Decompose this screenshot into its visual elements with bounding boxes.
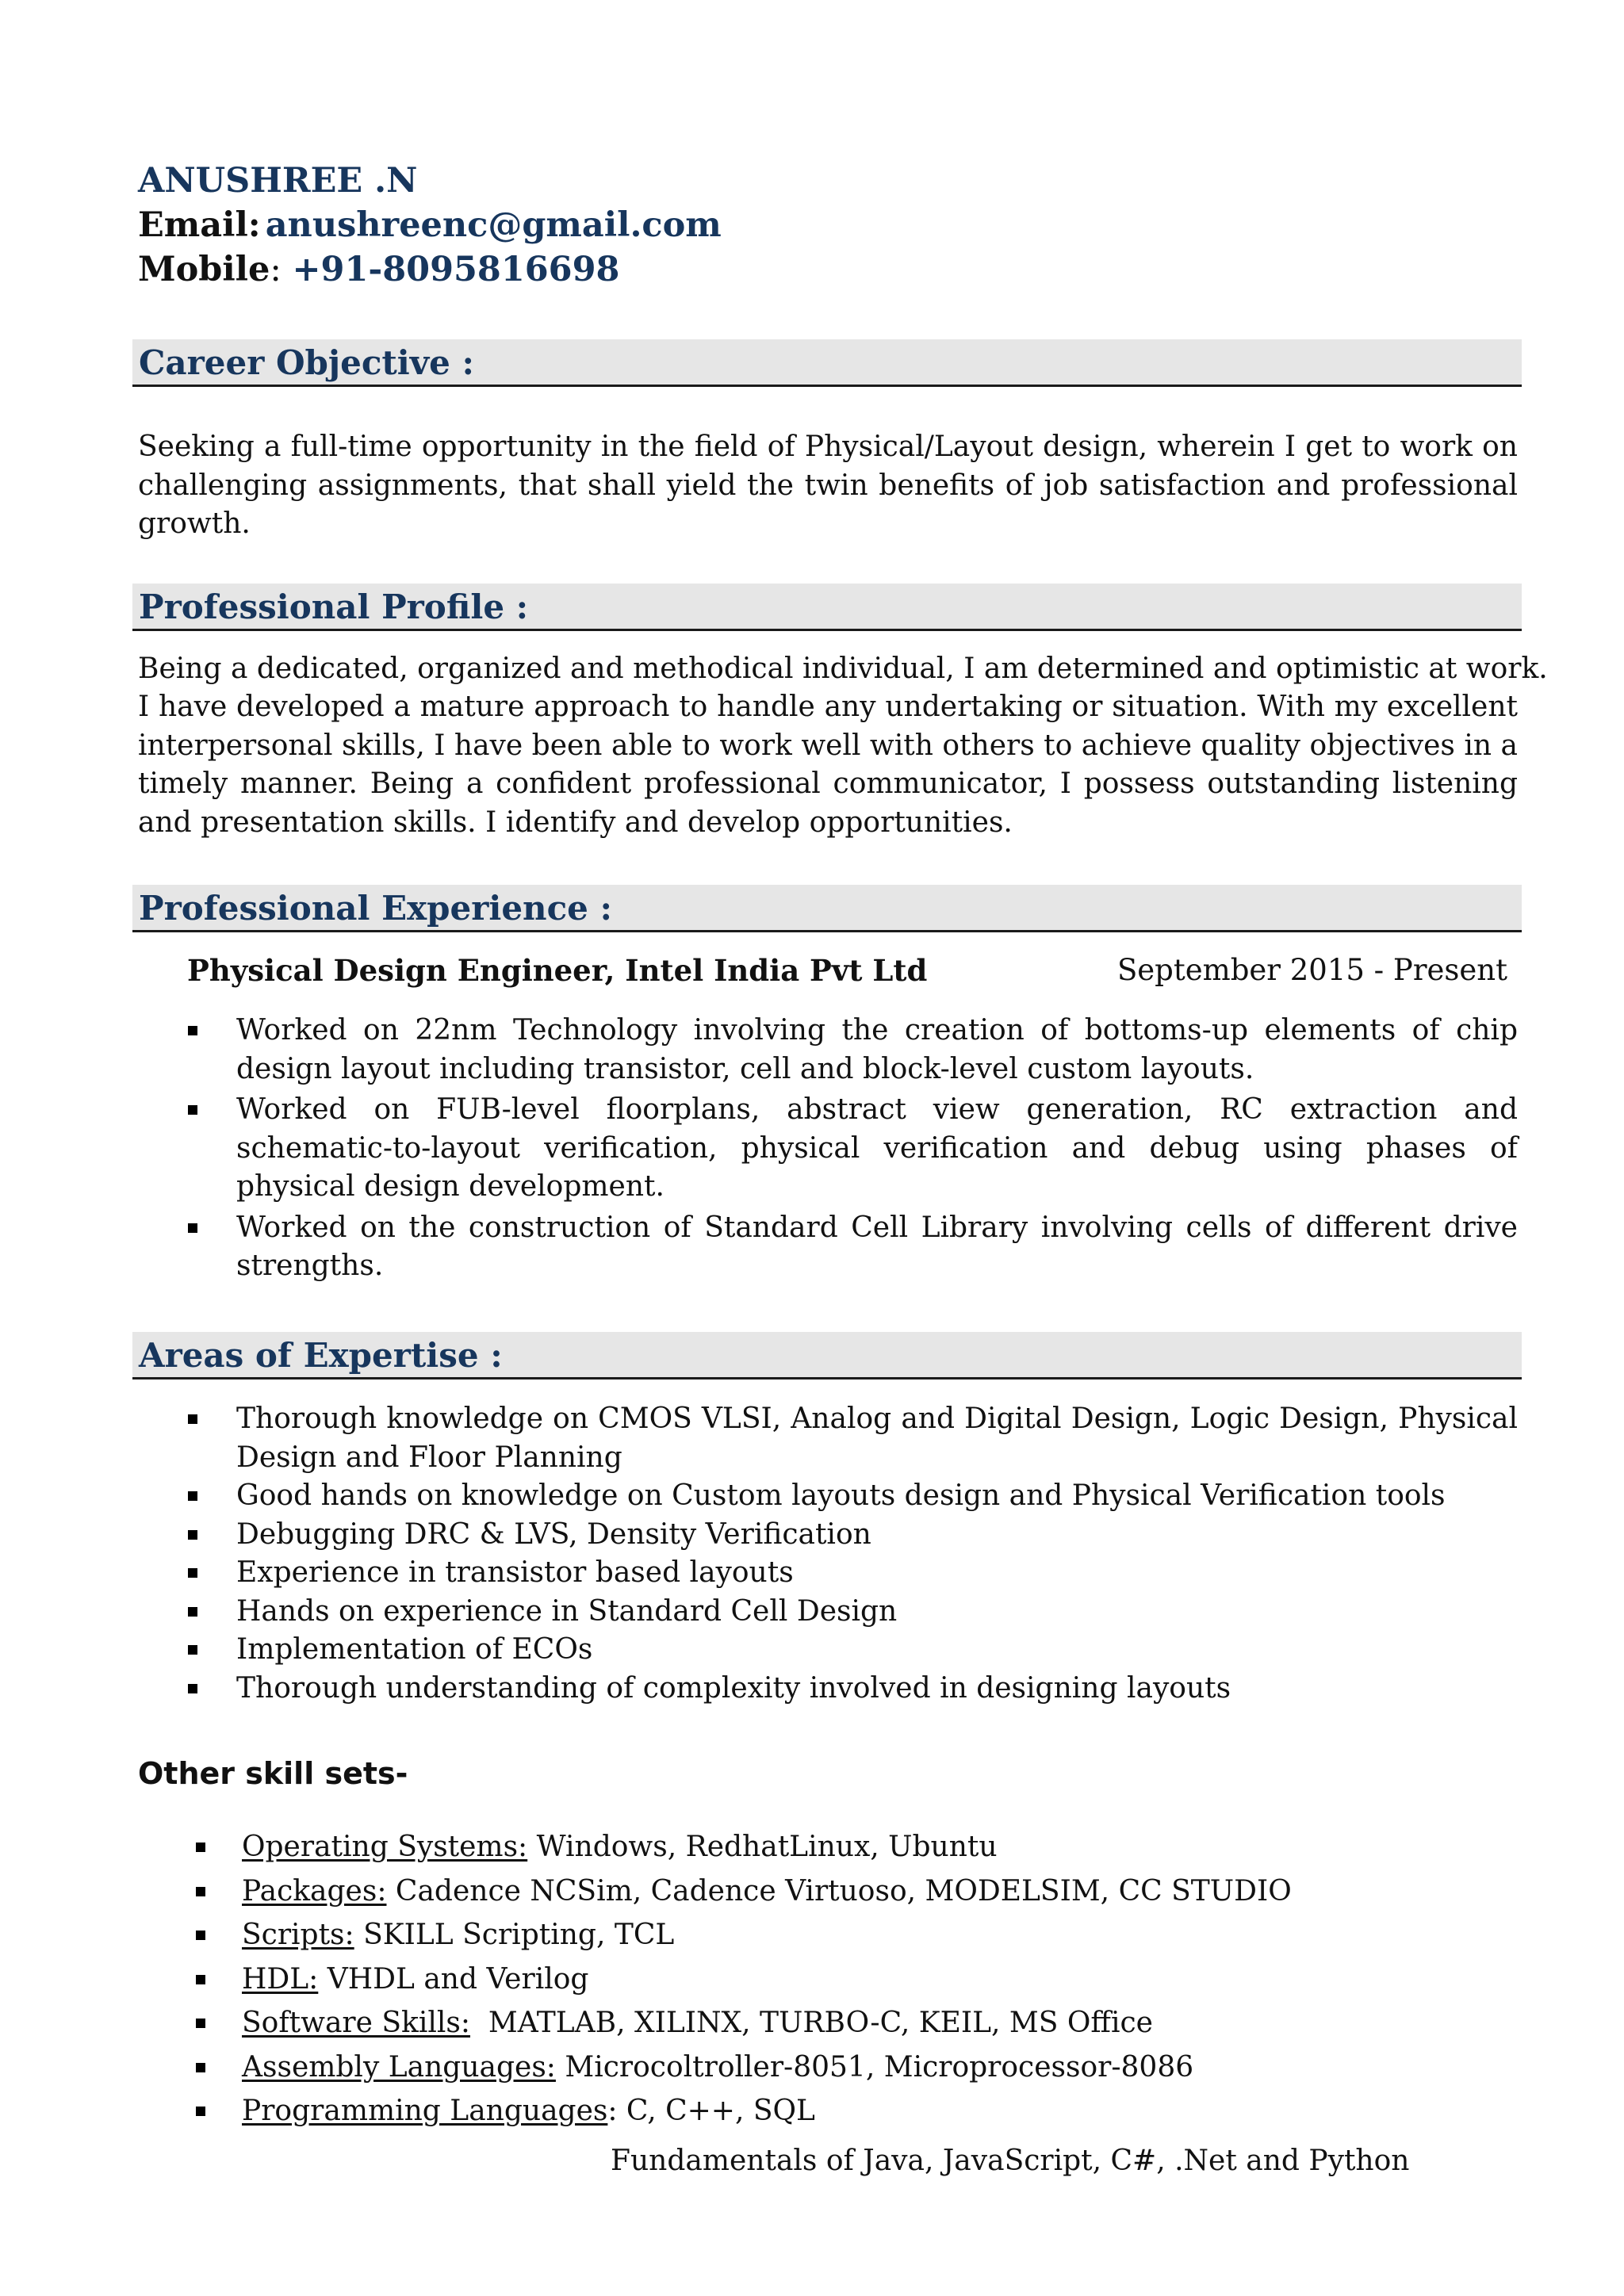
list-item-text: Implementation of ECOs	[236, 1633, 593, 1666]
skill-value: SKILL Scripting, TCL	[354, 1919, 675, 1951]
career-objective-header	[132, 339, 1522, 387]
list-item	[236, 1477, 1518, 1516]
skill-item	[242, 2045, 1526, 2090]
list-item	[236, 1631, 1518, 1670]
bullet-icon	[188, 1223, 197, 1233]
skill-value: MATLAB, XILINX, TURBO-C, KEIL, MS Office	[469, 2007, 1153, 2039]
skill-item	[242, 1825, 1526, 1869]
list-item-text: Debugging DRC & LVS, Density Verification	[236, 1517, 871, 1551]
list-item	[236, 1209, 1518, 1286]
bullet-icon	[188, 1607, 197, 1617]
section-title: Career Objective :	[139, 343, 475, 382]
bullet-icon	[196, 1887, 205, 1896]
bullet-icon	[188, 1530, 197, 1540]
experience-bullet-list	[236, 1012, 1518, 1288]
skill-value: VHDL and Verilog	[318, 1962, 589, 1996]
list-item-text: Hands on experience in Standard Cell Design	[236, 1594, 898, 1628]
professional-profile-text-1: Being a dedicated, organized and methodical individual, I am determined and optimistic at work.	[138, 652, 1548, 685]
expertise-bullet-list	[236, 1400, 1518, 1708]
mobile-line	[138, 247, 722, 292]
list-item-text: Thorough knowledge on CMOS VLSI, Analog and Digital Design, Logic Design, Physical Design and Floor Planning	[236, 1402, 1518, 1474]
section-title: Professional Profile :	[139, 587, 529, 626]
bullet-icon	[188, 1568, 197, 1578]
skill-item	[242, 2089, 1526, 2133]
bullet-icon	[196, 1931, 205, 1940]
list-item-text: Worked on the construction of Standard Cell Library involving cells of different drive strengths.	[236, 1211, 1518, 1282]
skill-label: Packages:	[242, 1874, 387, 1908]
skill-value: Windows, RedhatLinux, Ubuntu	[527, 1831, 998, 1863]
bullet-icon	[188, 1414, 197, 1424]
skill-item	[242, 1957, 1526, 2002]
list-item-text: Worked on FUB-level floorplans, abstract view generation, RC extraction and schematic-to-layout verification, physical verification and debug using phases of physical design development.	[236, 1093, 1518, 1203]
job-dates: September 2015 - Present	[1116, 953, 1507, 987]
email-label: Email:	[138, 205, 261, 245]
list-item-text: Experience in transistor based layouts	[236, 1556, 794, 1589]
resume-header	[138, 159, 722, 292]
bullet-icon	[196, 2063, 205, 2072]
other-skills-list	[242, 1825, 1526, 2133]
skill-label: Software Skills:	[242, 2007, 470, 2039]
skill-label: Operating Systems:	[242, 1831, 528, 1863]
list-item	[236, 1091, 1518, 1207]
candidate-name: ANUSHREE .N	[138, 161, 418, 201]
list-item-text: Thorough understanding of complexity involved in designing layouts	[236, 1671, 1231, 1705]
list-item	[236, 1670, 1518, 1709]
skill-label: Assembly Languages:	[242, 2050, 556, 2084]
mobile-number: +91-8095816698	[292, 250, 620, 289]
professional-profile-header	[132, 584, 1522, 631]
list-item	[236, 1012, 1518, 1089]
list-item	[236, 1593, 1518, 1632]
list-item-text: Worked on 22nm Technology involving the creation of bottoms-up elements of chip design layout including transistor, cell and block-level custom layouts.	[236, 1014, 1518, 1085]
bullet-icon	[188, 1684, 197, 1693]
skill-value: Cadence NCSim, Cadence Virtuoso, MODELSIM, CC STUDIO	[386, 1874, 1292, 1908]
bullet-icon	[188, 1645, 197, 1655]
skill-item	[242, 1869, 1526, 1914]
bullet-icon	[188, 1026, 197, 1035]
bullet-icon	[196, 1975, 205, 1984]
email-address: anushreenc@gmail.com	[265, 205, 722, 245]
mobile-separator: :	[270, 250, 293, 289]
bullet-icon	[188, 1105, 197, 1115]
skill-value: Microcoltroller-8051, Microprocessor-8086	[555, 2050, 1194, 2084]
skill-item	[242, 2001, 1526, 2045]
skill-item	[242, 1913, 1526, 1957]
mobile-label: Mobile	[138, 250, 270, 289]
skill-label: Programming Languages	[242, 2095, 608, 2127]
programming-fundamentals-line: Fundamentals of Java, JavaScript, C#, .Net and Python	[611, 2145, 1410, 2177]
skill-label: Scripts:	[242, 1919, 354, 1951]
email-line	[138, 203, 722, 247]
list-item	[236, 1400, 1518, 1477]
skill-value: : C, C++, SQL	[607, 2095, 815, 2127]
list-item	[236, 1554, 1518, 1593]
areas-of-expertise-header	[132, 1332, 1522, 1380]
list-item-text: Good hands on knowledge on Custom layouts design and Physical Verification tools	[236, 1479, 1446, 1512]
professional-experience-header	[132, 885, 1522, 932]
section-title: Professional Experience :	[139, 889, 613, 928]
skill-label: HDL:	[242, 1962, 319, 1996]
career-objective-text: Seeking a full-time opportunity in the field of Physical/Layout design, wherein I get to work on challenging assignments, that shall yield the twin benefits of job satisfaction and professional growth.	[138, 430, 1518, 540]
other-skills-heading: Other skill sets-	[138, 1756, 408, 1791]
list-item	[236, 1516, 1518, 1555]
bullet-icon	[188, 1491, 197, 1501]
job-title: Physical Design Engineer, Intel India Pvt Ltd	[187, 953, 928, 988]
bullet-icon	[196, 2019, 205, 2028]
bullet-icon	[196, 1843, 205, 1852]
bullet-icon	[196, 2107, 205, 2116]
section-title: Areas of Expertise :	[139, 1336, 503, 1375]
professional-profile-text-2: I have developed a mature approach to handle any undertaking or situation. With my excellent interpersonal skills, I have been able to work well with others to achieve quality objectives in a timely manner. Being a confident professional communicator, I possess outstanding listening and presentation skills. I identify and develop opportunities.	[138, 691, 1518, 839]
